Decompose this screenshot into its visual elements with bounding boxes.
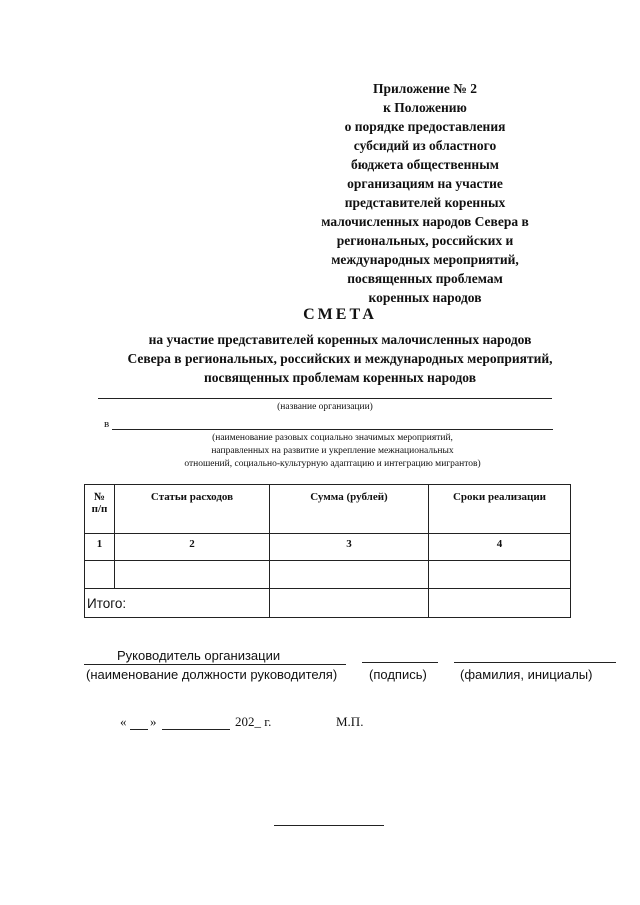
date-month-line — [162, 729, 230, 730]
column-number: 1 — [85, 534, 115, 561]
total-label: Итого: — [85, 589, 270, 618]
name-caption: (фамилия, инициалы) — [460, 667, 593, 682]
appendix-line: к Положению — [383, 100, 467, 115]
table-header-row — [85, 485, 571, 534]
date-day-line — [130, 729, 148, 730]
table-cell[interactable] — [429, 561, 571, 589]
document-title: СМЕТА — [303, 306, 377, 323]
position-caption: (наименование должности руководителя) — [86, 667, 338, 682]
position-line — [84, 664, 346, 665]
appendix-line: коренных народов — [368, 290, 482, 305]
bottom-separator-line — [274, 825, 384, 826]
appendix-line: малочисленных народов Севера в — [321, 214, 529, 229]
org-name-line — [98, 398, 552, 399]
appendix-line: организациям на участие — [347, 176, 503, 191]
appendix-line: региональных, российских и — [336, 233, 514, 248]
date-open-quote: « — [120, 714, 127, 729]
document-subtitle — [60, 330, 620, 387]
column-number: 3 — [270, 534, 429, 561]
name-line — [454, 662, 616, 663]
table-row — [85, 561, 571, 589]
event-caption-line: отношений, социально-культурную адаптацию и интеграцию мигрантов) — [184, 459, 481, 469]
appendix-line: международных мероприятий, — [331, 252, 519, 267]
header-deadlines: Сроки реализации — [429, 485, 571, 534]
appendix-line: субсидий из областного — [353, 138, 497, 153]
table-total-row — [85, 589, 571, 618]
subtitle-line: на участие представителей коренных малочисленных народов — [148, 332, 532, 347]
event-caption-line: направленных на развитие и укрепление межнациональных — [211, 446, 454, 456]
estimate-table — [84, 484, 571, 618]
signature-caption: (подпись) — [369, 667, 427, 682]
appendix-line: посвященных проблемам — [347, 271, 503, 286]
total-deadline-cell[interactable] — [429, 589, 571, 618]
table-row-numbers — [85, 534, 571, 561]
table-cell[interactable] — [270, 561, 429, 589]
column-number: 2 — [115, 534, 270, 561]
header-number: № п/п — [85, 485, 115, 534]
subtitle-line: Севера в региональных, российских и международных мероприятий, — [127, 351, 553, 366]
signature-line — [362, 662, 438, 663]
event-caption — [112, 432, 553, 471]
event-preposition: в — [104, 418, 110, 430]
appendix-line: о порядке предоставления — [344, 119, 506, 134]
table-cell[interactable] — [85, 561, 115, 589]
header-expense-items: Статьи расходов — [115, 485, 270, 534]
header-amount: Сумма (рублей) — [270, 485, 429, 534]
appendix-line: Приложение № 2 — [373, 81, 477, 96]
total-amount-cell[interactable] — [270, 589, 429, 618]
appendix-header — [290, 79, 560, 307]
subtitle-line: посвященных проблемам коренных народов — [204, 370, 476, 385]
event-caption-line: (наименование разовых социально значимых мероприятий, — [212, 433, 453, 443]
date-year: 202_ г. — [235, 714, 272, 729]
appendix-line: бюджета общественным — [351, 157, 499, 172]
org-name-caption: (название организации) — [277, 402, 373, 412]
appendix-line: представителей коренных — [344, 195, 506, 210]
position-value: Руководитель организации — [117, 648, 281, 663]
column-number: 4 — [429, 534, 571, 561]
date-close-quote: » — [150, 714, 157, 729]
event-name-line — [112, 429, 553, 430]
table-cell[interactable] — [115, 561, 270, 589]
stamp-placeholder: М.П. — [336, 714, 364, 729]
